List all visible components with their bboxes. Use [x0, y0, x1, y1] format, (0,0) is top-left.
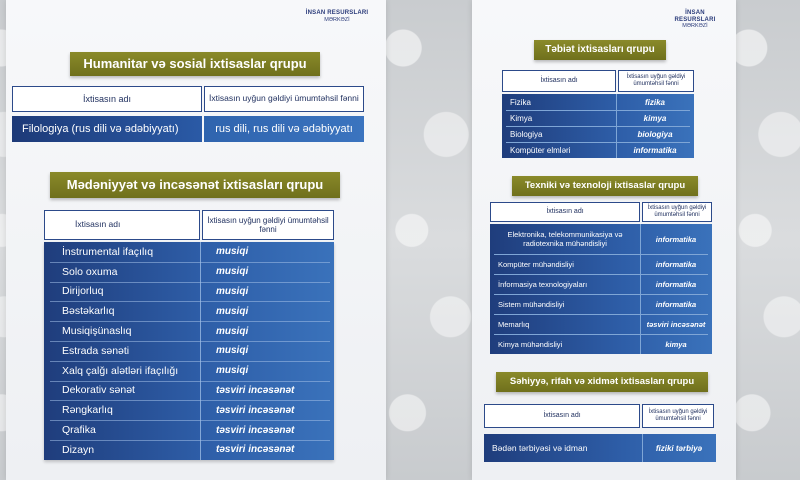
- table-row: [484, 434, 716, 462]
- row-subject: musiqi: [216, 246, 249, 258]
- table-row: [44, 262, 334, 282]
- texniki-table: [490, 224, 712, 354]
- medeniyyet-table: [44, 242, 334, 460]
- row-subject: musiqi: [216, 345, 249, 357]
- medeniyyet-group-title: Mədəniyyət və incəsənət ixtisasları qrupu: [50, 172, 340, 198]
- humanitar-header-name: İxtisasın adı: [12, 86, 202, 112]
- table-row: [44, 282, 334, 302]
- row-name: Estrada sənəti: [62, 344, 130, 357]
- texniki-header-subject: İxtisasın uyğun gəldiyi ümumtəhsil fənni: [642, 202, 712, 222]
- sehiyye-group-title: Səhiyyə, rifah və xidmət ixtisasları qrupu: [496, 372, 708, 392]
- table-row: [44, 440, 334, 460]
- row-name: Memarlıq: [498, 319, 530, 329]
- row-name: Kimya: [510, 113, 533, 123]
- tebiet-header-subject: İxtisasın uyğun gəldiyi ümumtəhsil fənni: [618, 70, 694, 92]
- row-name: Biologiya: [510, 129, 543, 139]
- table-row: [44, 242, 334, 262]
- sehiyye-header-name: İxtisasın adı: [484, 404, 640, 428]
- logo: [664, 10, 726, 29]
- table-row: [44, 400, 334, 420]
- row-name: Fizika: [510, 97, 531, 107]
- tebiet-table: [502, 94, 694, 158]
- table-row: [490, 254, 712, 274]
- row-name: Rəngkarlıq: [62, 404, 113, 417]
- texniki-header-name: İxtisasın adı: [490, 202, 640, 222]
- sehiyye-table: [484, 434, 716, 462]
- logo-line1: İNSAN RESURSLARI: [674, 10, 716, 23]
- row-subject: musiqi: [216, 266, 249, 278]
- row-subject: biologiya: [637, 129, 673, 139]
- logo: [302, 10, 372, 23]
- background-strip-middle: [386, 0, 472, 480]
- row-subject: fizika: [644, 97, 665, 107]
- logo-line1: İNSAN RESURSLARI: [305, 10, 369, 16]
- table-row: [502, 110, 694, 126]
- row-subject: informatika: [655, 259, 697, 269]
- table-row: [44, 381, 334, 401]
- row-subject: musiqi: [216, 285, 249, 297]
- row-name: Kompüter mühəndisliyi: [498, 259, 574, 269]
- row-subject: təsviri incəsənət: [216, 404, 295, 416]
- humanitar-header-subject: İxtisasın uyğun gəldiyi ümumtəhsil fənni: [204, 86, 364, 112]
- table-row: [490, 294, 712, 314]
- table-row: [44, 361, 334, 381]
- logo-line2: MƏRKƏZİ: [324, 16, 350, 23]
- table-row: [490, 334, 712, 354]
- row-name: Kimya mühəndisliyi: [498, 339, 563, 349]
- table-row: [44, 301, 334, 321]
- row-subject: fiziki tərbiyə: [655, 443, 703, 453]
- sehiyye-header-subject: İxtisasın uyğun gəldiyi ümumtəhsil fənni: [642, 404, 714, 428]
- texniki-group-title: Texniki və texnoloji ixtisaslar qrupu: [512, 176, 698, 196]
- table-row: [490, 224, 712, 254]
- row-name: Dizayn: [62, 443, 95, 456]
- row-subject: informatika: [655, 279, 697, 289]
- row-name: Dekorativ sənət: [62, 384, 135, 397]
- row-name: İnstrumental ifaçılıq: [62, 245, 154, 258]
- table-row: [44, 420, 334, 440]
- row-name: Bəstəkarlıq: [62, 305, 115, 318]
- row-subject: təsviri incəsənət: [216, 444, 295, 456]
- humanitar-row-subject: rus dili, rus dili və ədəbiyyatı: [204, 116, 364, 142]
- row-subject: informatika: [655, 299, 697, 309]
- tebiet-group-title: Təbiət ixtisasları qrupu: [534, 40, 666, 60]
- row-subject: musiqi: [216, 325, 249, 337]
- medeniyyet-header-subject: İxtisasın uyğun gəldiyi ümumtəhsil fənni: [202, 210, 334, 240]
- row-subject: təsviri incəsənət: [646, 319, 706, 329]
- row-name: Elektronika, telekommunikasiya və radiotexnika mühəndisliyi: [507, 230, 623, 248]
- logo-line2: MƏRKƏZİ: [682, 23, 708, 30]
- row-subject: təsviri incəsənət: [216, 384, 295, 396]
- table-row: [502, 126, 694, 142]
- row-subject: kimya: [665, 339, 687, 349]
- row-subject: musiqi: [216, 305, 249, 317]
- table-row: [502, 142, 694, 158]
- tebiet-header-name: İxtisasın adı: [502, 70, 616, 92]
- row-name: Xalq çalğı alətləri ifaçılığı: [62, 364, 179, 377]
- row-name: Solo oxuma: [62, 265, 118, 278]
- row-name: Qrafika: [62, 424, 96, 437]
- row-name: İnformasiya texnologiyaları: [498, 279, 588, 289]
- humanitar-row-name: Filologiya (rus dili və ədəbiyyatı): [12, 116, 202, 142]
- page-left: [6, 0, 386, 480]
- row-name: Bədən tərbiyəsi və idman: [492, 443, 588, 453]
- row-subject: informatika: [655, 234, 697, 244]
- row-subject: təsviri incəsənət: [216, 424, 295, 436]
- background-strip-right: [736, 0, 800, 480]
- row-name: Kompüter elmləri: [510, 145, 571, 155]
- row-name: Musiqişünaslıq: [62, 325, 132, 338]
- row-subject: kimya: [643, 113, 667, 123]
- row-subject: informatika: [633, 145, 677, 155]
- humanitar-group-title: Humanitar və sosial ixtisaslar qrupu: [70, 52, 320, 76]
- row-name: Dirijorluq: [62, 285, 104, 298]
- table-row: [44, 341, 334, 361]
- table-row: [490, 314, 712, 334]
- page-right: [472, 0, 736, 480]
- table-row: [490, 274, 712, 294]
- row-subject: musiqi: [216, 365, 249, 377]
- table-row: [502, 94, 694, 110]
- table-row: [44, 321, 334, 341]
- row-name: Sistem mühəndisliyi: [498, 299, 565, 309]
- medeniyyet-header-name: İxtisasın adı: [44, 210, 200, 240]
